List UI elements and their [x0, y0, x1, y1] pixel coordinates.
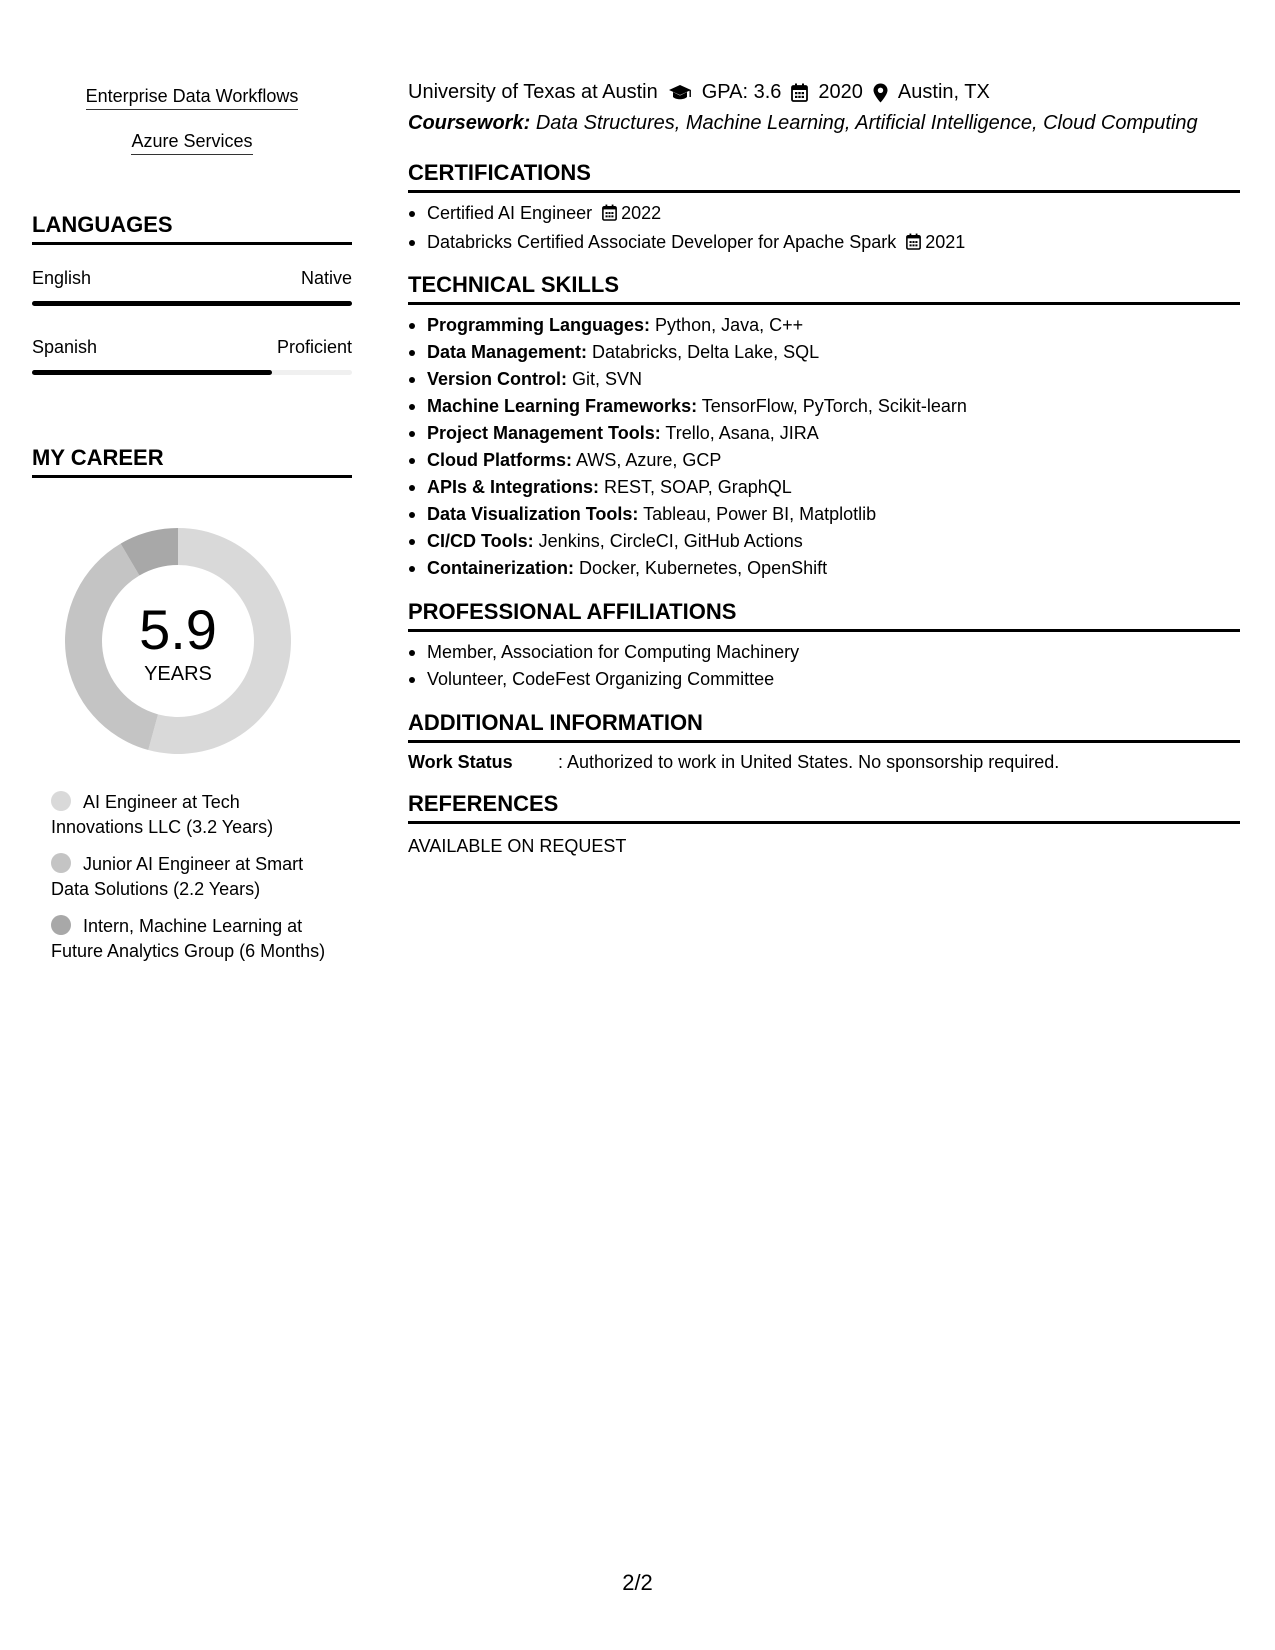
- languages-heading: LANGUAGES: [32, 212, 352, 245]
- certifications-list: [408, 200, 1240, 258]
- skill-item: [408, 366, 1240, 393]
- skill-item: [408, 501, 1240, 528]
- coursework-label: Coursework:: [408, 112, 531, 134]
- references-text: AVAILABLE ON REQUEST: [408, 836, 627, 856]
- coursework-list: Data Structures, Machine Learning, Artificial Intelligence, Cloud Computing: [535, 112, 1198, 134]
- language-proficiency-bar: [32, 301, 352, 306]
- skill-category: Project Management Tools:: [427, 423, 661, 443]
- certification-year: 2021: [925, 232, 966, 252]
- technical-skills-heading: TECHNICAL SKILLS: [408, 272, 1240, 305]
- skill-item: [408, 447, 1240, 474]
- skill-values: Python, Java, C++: [655, 315, 804, 335]
- career-legend: [51, 790, 331, 976]
- affiliation-item: Volunteer, CodeFest Organizing Committee: [408, 666, 1240, 693]
- career-total-years: 5.9: [139, 598, 217, 661]
- certification-item: [408, 229, 1240, 258]
- legend-dot: [51, 915, 71, 935]
- skill-category: Data Management:: [427, 342, 588, 362]
- skill-item: [408, 528, 1240, 555]
- skill-item: [408, 474, 1240, 501]
- skill-item: [408, 393, 1240, 420]
- skill-values: Docker, Kubernetes, OpenShift: [579, 558, 828, 578]
- skill-values: Tableau, Power BI, Matplotlib: [643, 504, 877, 524]
- skill-values: AWS, Azure, GCP: [576, 450, 722, 470]
- skill-item: [408, 420, 1240, 447]
- affiliations-list: [408, 639, 1240, 693]
- work-status-label: Work Status: [408, 752, 513, 772]
- certification-year: 2022: [621, 203, 662, 223]
- language-name: Spanish: [32, 337, 98, 357]
- career-legend-label: Intern, Machine Learning at Future Analytics Group (6 Months): [51, 916, 326, 961]
- coursework: [408, 112, 1198, 135]
- skill-item: [408, 555, 1240, 582]
- skill-values: Jenkins, CircleCI, GitHub Actions: [538, 531, 803, 551]
- skill-category: Data Visualization Tools:: [427, 504, 639, 524]
- skill-values: TensorFlow, PyTorch, Scikit-learn: [701, 396, 967, 416]
- language-proficiency-fill: [32, 301, 352, 306]
- additional-info-heading: ADDITIONAL INFORMATION: [408, 710, 1240, 743]
- graduation-cap-icon: [668, 84, 692, 102]
- certification-name: Databricks Certified Associate Developer for Apache Spark: [427, 232, 897, 252]
- career-legend-label: AI Engineer at Tech Innovations LLC (3.2 Years): [51, 792, 274, 837]
- graduation-year: 2020: [818, 81, 863, 103]
- work-status: [408, 752, 1059, 773]
- career-legend-label: Junior AI Engineer at Smart Data Solutions (2.2 Years): [51, 854, 304, 899]
- work-status-value: : Authorized to work in United States. No sponsorship required.: [558, 752, 1060, 772]
- technical-skills-list: [408, 312, 1240, 582]
- references-heading: REFERENCES: [408, 791, 1240, 824]
- language-level: Proficient: [276, 337, 352, 357]
- skill-item: [408, 312, 1240, 339]
- skill-tag: Azure Services: [131, 131, 252, 155]
- career-legend-item: [51, 914, 331, 964]
- language-proficiency-fill: [32, 370, 272, 375]
- page-indicator: 2/2: [622, 1570, 653, 1595]
- skill-values: Git, SVN: [572, 369, 643, 389]
- language-name: English: [32, 268, 92, 288]
- affiliations-heading: PROFESSIONAL AFFILIATIONS: [408, 599, 1240, 632]
- skill-values: Databricks, Delta Lake, SQL: [592, 342, 820, 362]
- skill-category: Machine Learning Frameworks:: [427, 396, 698, 416]
- language-level: Native: [300, 268, 352, 288]
- affiliation-item: Member, Association for Computing Machinery: [408, 639, 1240, 666]
- skill-item: [408, 339, 1240, 366]
- skill-tag: Enterprise Data Workflows: [86, 86, 299, 110]
- career-total-unit: YEARS: [144, 663, 212, 685]
- career-legend-item: [51, 790, 331, 840]
- legend-dot: [51, 853, 71, 873]
- career-legend-item: [51, 852, 331, 902]
- education-line: [408, 81, 990, 104]
- certifications-heading: CERTIFICATIONS: [408, 160, 1240, 193]
- skill-values: Trello, Asana, JIRA: [665, 423, 819, 443]
- language-item: [32, 337, 352, 375]
- skill-category: CI/CD Tools:: [427, 531, 534, 551]
- skill-values: REST, SOAP, GraphQL: [604, 477, 792, 497]
- gpa: GPA: 3.6: [701, 81, 782, 103]
- calendar-icon: [791, 83, 808, 102]
- skill-category: Containerization:: [427, 558, 574, 578]
- skill-category: Programming Languages:: [427, 315, 651, 335]
- school-name: University of Texas at Austin: [408, 81, 658, 103]
- calendar-icon: [602, 202, 617, 229]
- language-item: [32, 268, 352, 306]
- skill-category: Version Control:: [427, 369, 568, 389]
- school-location: Austin, TX: [897, 81, 990, 103]
- skill-tags: [32, 86, 352, 176]
- certification-item: [408, 200, 1240, 229]
- skill-category: Cloud Platforms:: [427, 450, 573, 470]
- skill-category: APIs & Integrations:: [427, 477, 600, 497]
- legend-dot: [51, 791, 71, 811]
- language-proficiency-bar: [32, 370, 352, 375]
- career-heading: MY CAREER: [32, 445, 352, 478]
- certification-name: Certified AI Engineer: [427, 203, 593, 223]
- calendar-icon: [906, 231, 921, 258]
- map-pin-icon: [873, 83, 888, 103]
